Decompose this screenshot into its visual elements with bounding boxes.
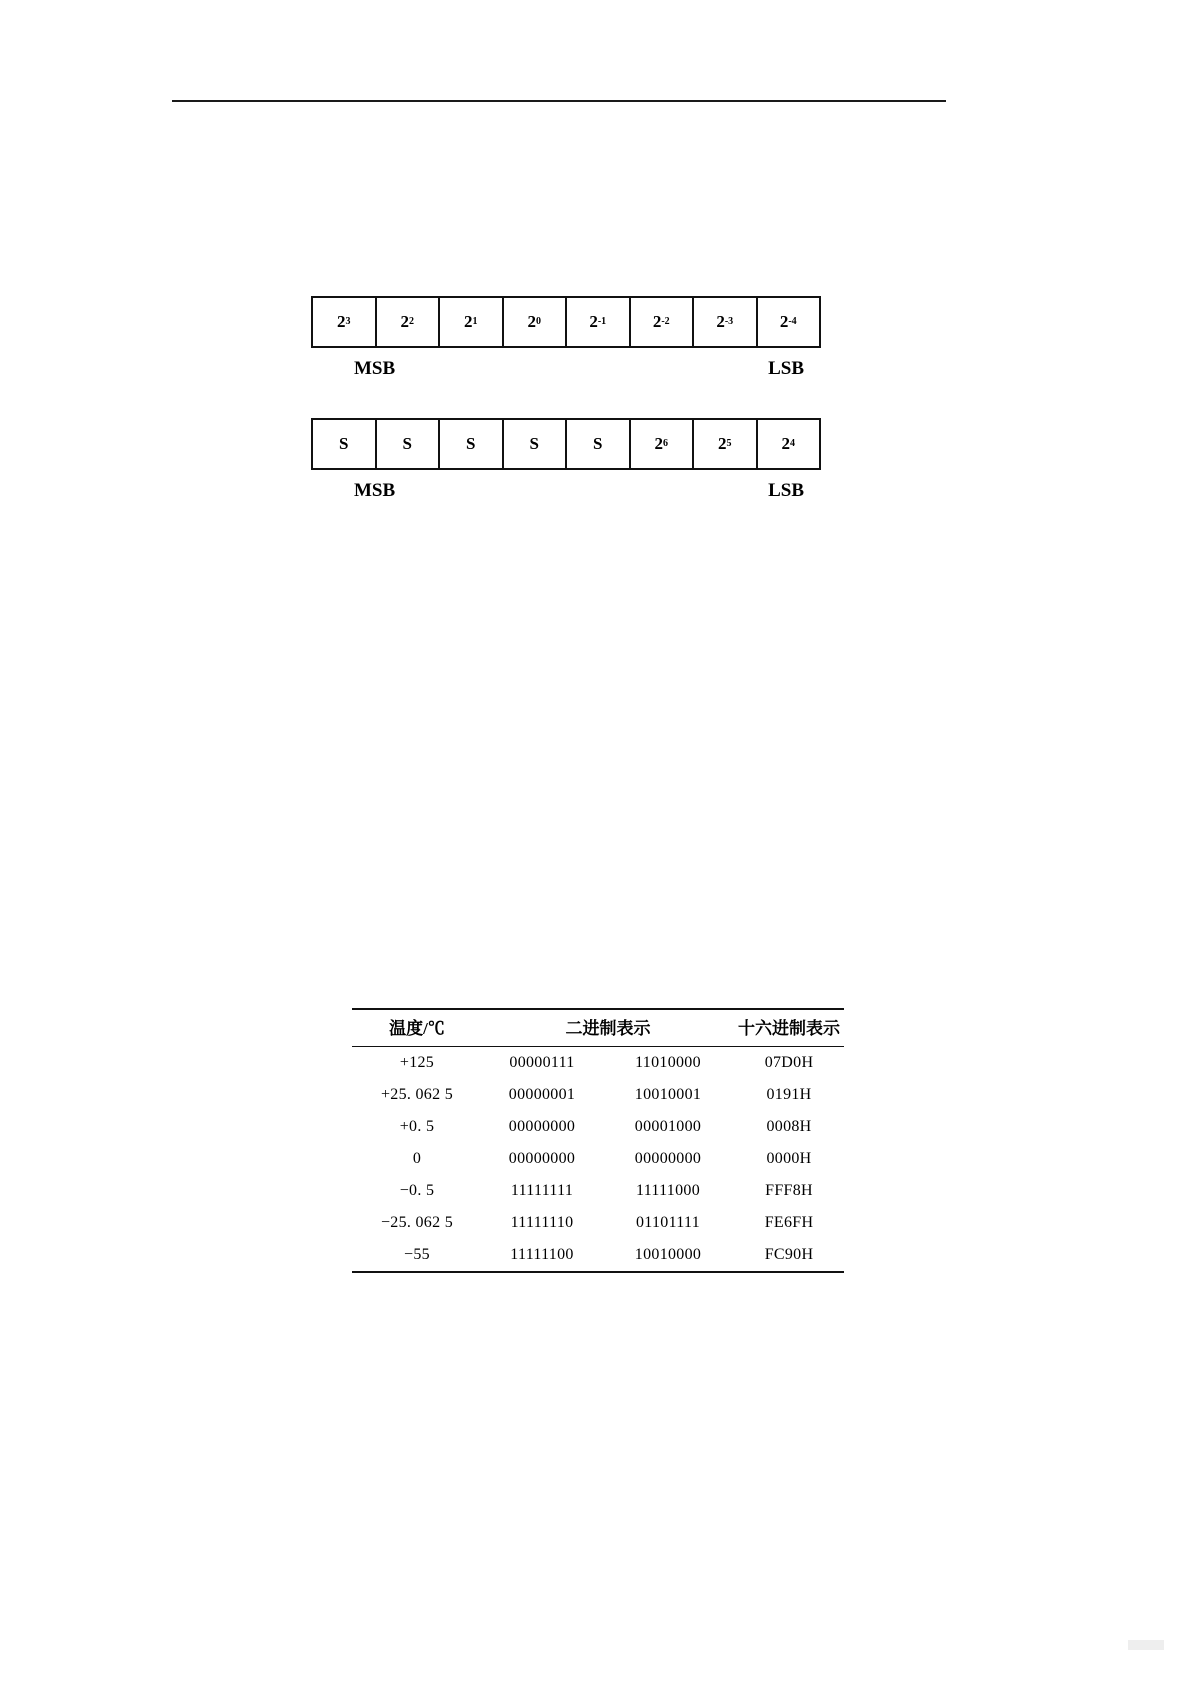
table-row (352, 1047, 844, 1080)
bit-cell-base: 2 (337, 312, 346, 331)
cell-hex: 07D0H (764, 1054, 814, 1071)
bit-field-figure (311, 296, 841, 510)
bit-cell: 2 -4 (779, 312, 797, 331)
bit-cell-base: 2 (589, 312, 598, 331)
table-row (352, 1143, 844, 1175)
cell-binary-high: 00000000 (508, 1118, 576, 1135)
cell-binary-low: 00001000 (634, 1118, 702, 1135)
bit-cell (567, 420, 631, 468)
column-header-binary: 二进制表示 (482, 1009, 734, 1047)
table-row (352, 1079, 844, 1111)
bit-cell-base: 2 (400, 312, 409, 331)
bit-cell: 2 -3 (694, 298, 758, 346)
bit-cell-base: 2 (652, 312, 662, 331)
header-rule (172, 100, 946, 102)
table-row (352, 1111, 844, 1143)
cell-hex: 0191H (766, 1086, 812, 1103)
bit-cell (377, 420, 441, 468)
cell-binary-low: 01101111 (635, 1214, 701, 1231)
cell-binary-low: 10010001 (634, 1086, 702, 1103)
figure-spacer (311, 388, 841, 418)
bit-cell: 2 -2 (631, 298, 695, 346)
bit-cell-base: 2 (781, 434, 790, 453)
bit-cell-base: S (593, 434, 603, 453)
bit-cell: 2 0 (504, 298, 568, 346)
cell-temperature: 0 (412, 1150, 422, 1167)
cell-hex: FC90H (734, 1239, 844, 1272)
cell-binary-low: 11111000 (635, 1182, 701, 1199)
temperature-conversion-table (352, 1008, 844, 1273)
bit-cell-base: 2 (654, 434, 663, 453)
table-row (352, 1239, 844, 1272)
cell-binary-high: 00000000 (508, 1150, 576, 1167)
table-row (352, 1207, 844, 1239)
bit-cell-base: S (402, 434, 412, 453)
msb-label: MSB (354, 480, 396, 501)
bit-cell-base: S (466, 434, 476, 453)
bit-cell (440, 420, 504, 468)
cell-temperature: +25. 062 5 (380, 1086, 454, 1103)
column-header-temperature: 温度/℃ (352, 1009, 482, 1047)
cell-binary-high: 00000001 (508, 1086, 576, 1103)
bit-cell (504, 420, 568, 468)
cell-binary-low: 00000000 (634, 1150, 702, 1167)
cell-temperature: −55 (352, 1239, 482, 1272)
cell-binary-high: 11111111 (510, 1182, 574, 1199)
cell-hex: 0000H (766, 1150, 812, 1167)
cell-hex: 0008H (766, 1118, 812, 1135)
bit-cell: 2 6 (631, 420, 695, 468)
bit-cell-base: 2 (464, 312, 473, 331)
cell-binary-low: 11010000 (635, 1054, 701, 1071)
cell-hex: FE6FH (764, 1214, 814, 1231)
column-header-hex: 十六进制表示 (734, 1009, 844, 1047)
bit-cell-base: S (529, 434, 539, 453)
lsb-label: LSB (768, 358, 804, 379)
cell-binary-high: 00000111 (509, 1054, 575, 1071)
cell-hex: FFF8H (765, 1182, 813, 1199)
cell-temperature: +0. 5 (399, 1118, 435, 1135)
bit-row-high-byte (311, 418, 821, 470)
bit-cell: 2 1 (440, 298, 504, 346)
bit-cell: 2 5 (694, 420, 758, 468)
bit-cell-base: 2 (718, 434, 727, 453)
bit-cell-base: 2 (779, 312, 789, 331)
bit-row-low-byte (311, 296, 821, 348)
bit-row-low-byte-labels (311, 358, 821, 388)
table-row (352, 1175, 844, 1207)
msb-label: MSB (354, 358, 396, 379)
bit-cell (313, 420, 377, 468)
bit-cell-base: 2 (527, 312, 536, 331)
cell-temperature: −0. 5 (399, 1182, 435, 1199)
bit-row-high-byte-labels (311, 480, 821, 510)
cell-binary-high: 11111100 (482, 1239, 602, 1272)
cell-temperature: −25. 062 5 (380, 1214, 454, 1231)
bit-cell: 2 3 (313, 298, 377, 346)
bit-cell: 2 4 (781, 434, 795, 453)
bit-cell-base: 2 (716, 312, 725, 331)
lsb-label: LSB (768, 480, 804, 501)
bit-cell: 2 -1 (567, 298, 631, 346)
bit-cell: 2 2 (377, 298, 441, 346)
cell-temperature: +125 (399, 1054, 435, 1071)
cell-binary-high: 11111110 (510, 1214, 574, 1231)
cell-binary-low: 10010000 (602, 1239, 734, 1272)
bit-cell-base: S (339, 434, 349, 453)
page-footer-mark (1128, 1640, 1164, 1650)
table-header-row (352, 1009, 844, 1047)
